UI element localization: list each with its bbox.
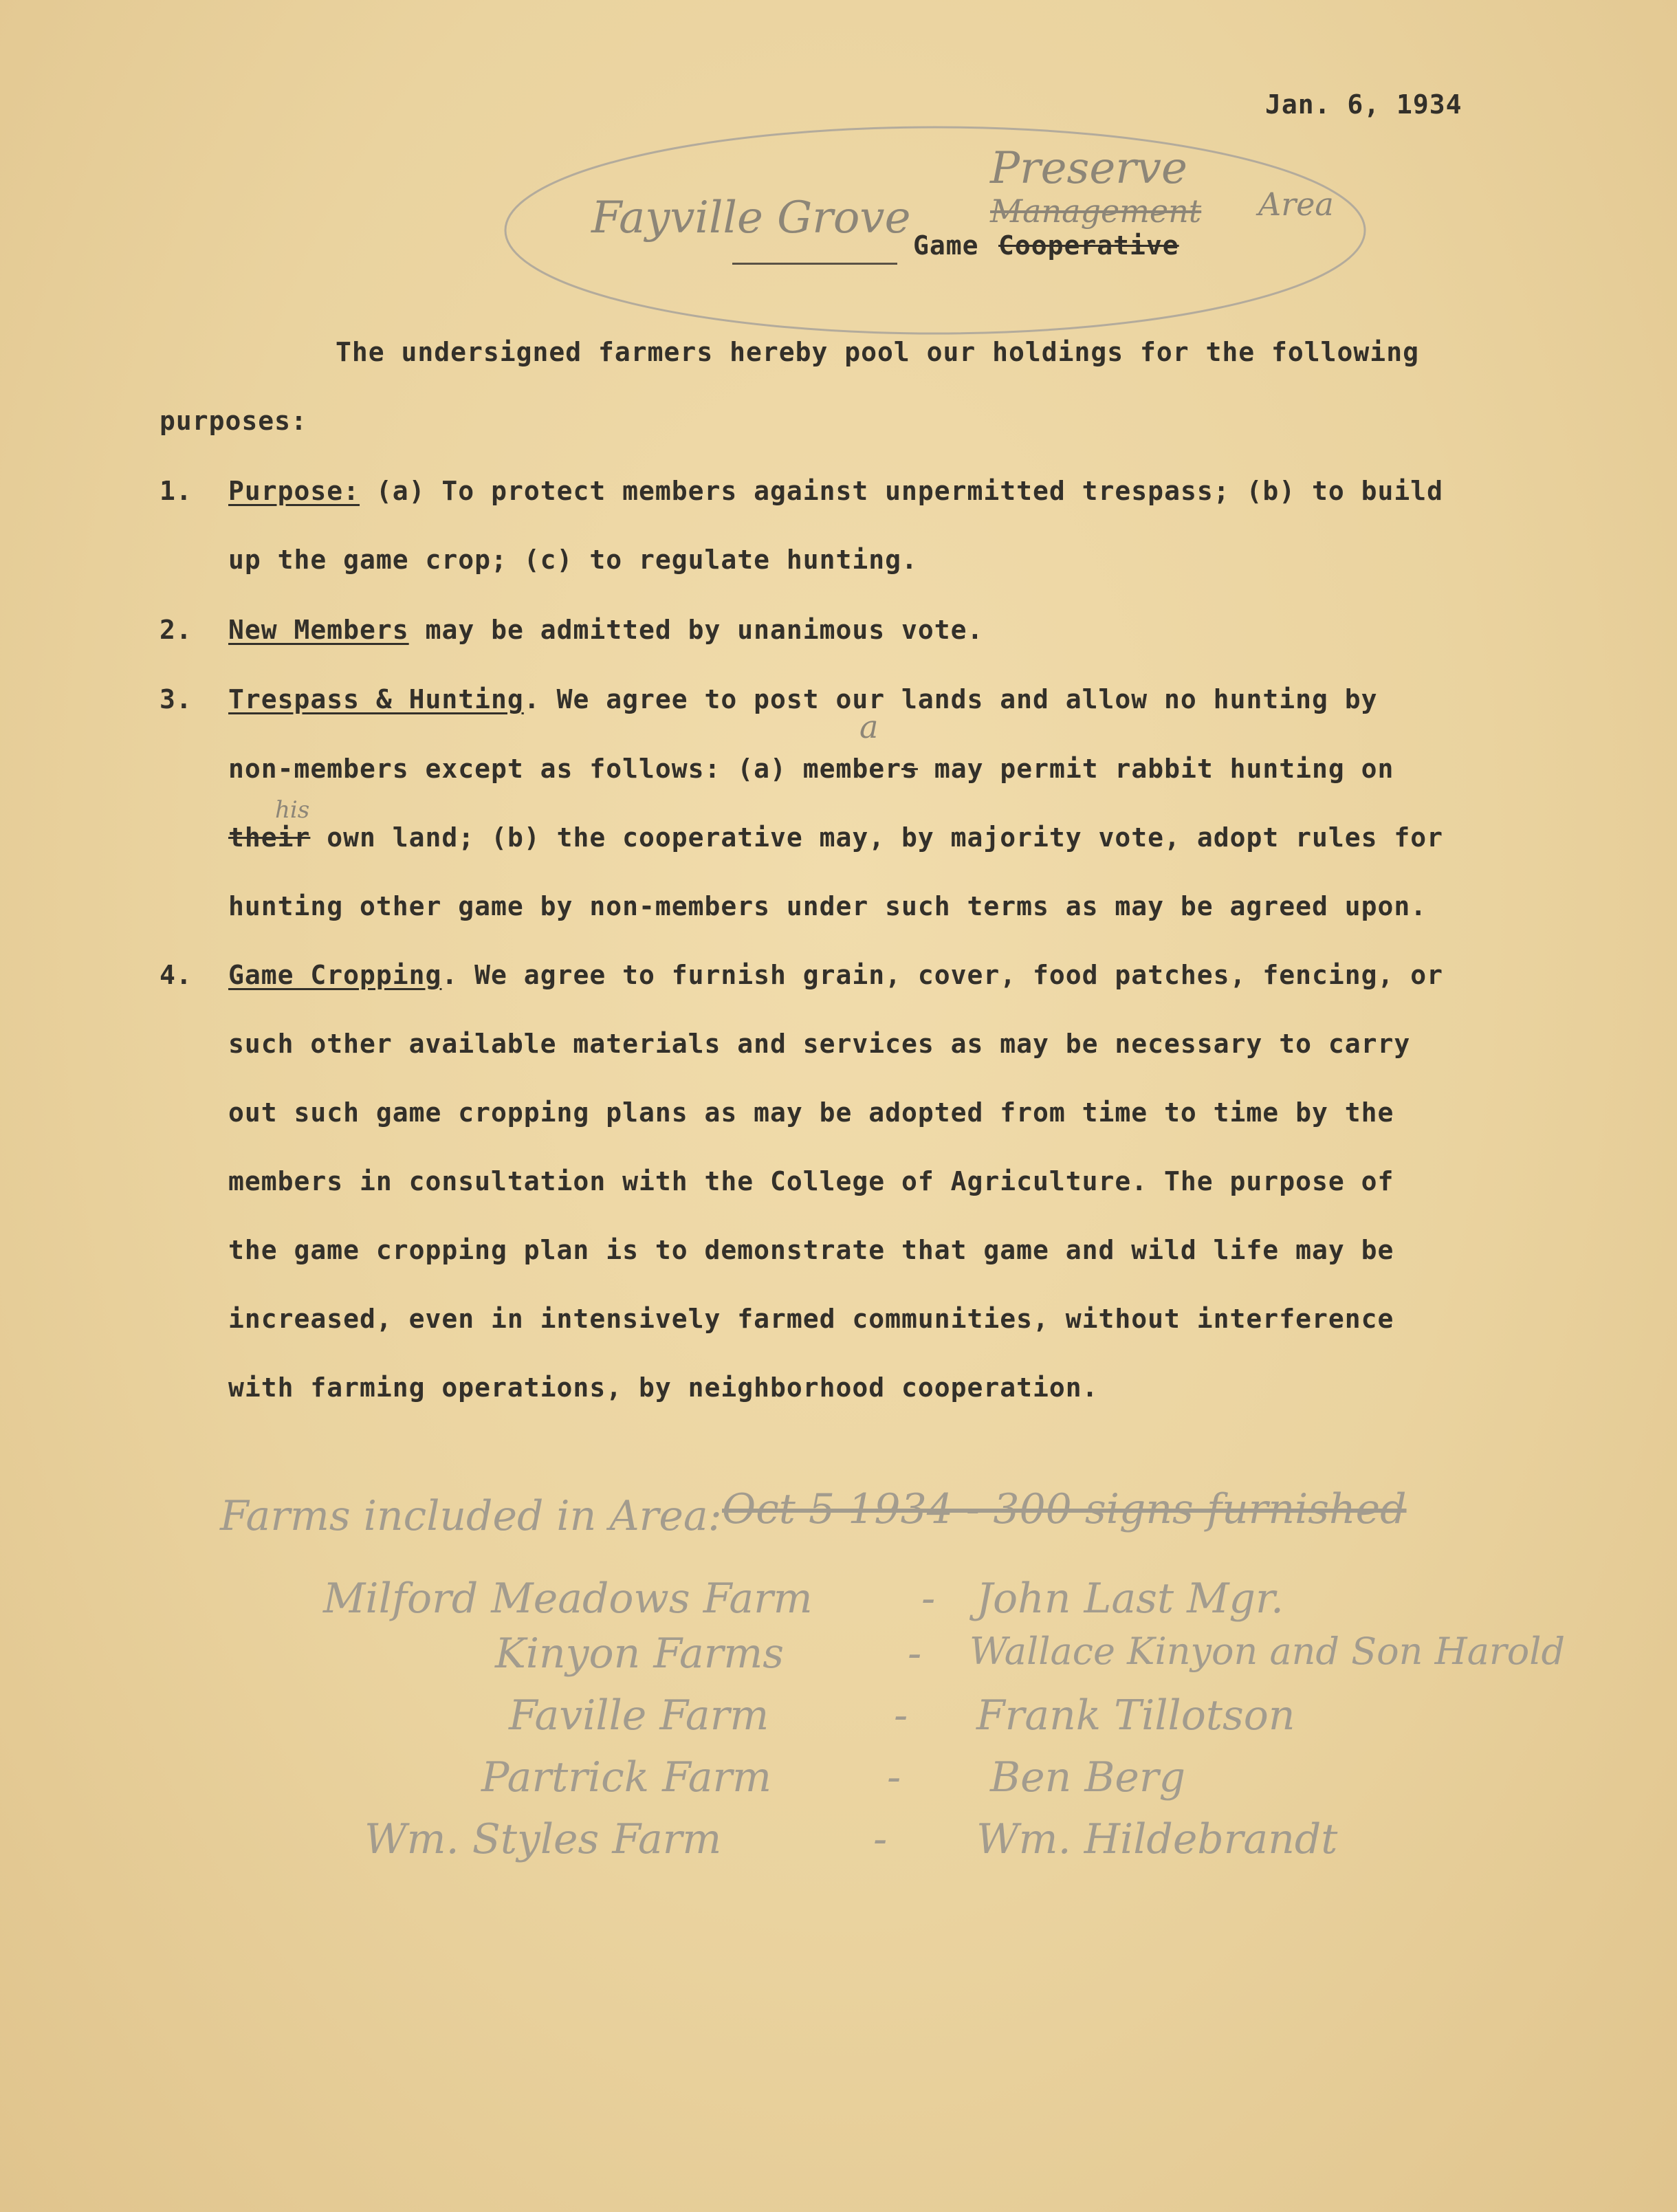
item-3-line-1 [228, 684, 1377, 714]
notes-header: Farms included in Area: [220, 1492, 722, 1540]
item-3-line2a: non-members except as follows: (a) [228, 754, 787, 784]
item-3-line3a: own land [327, 822, 459, 853]
item-3-line-3 [228, 822, 1443, 853]
farm-owner: John Last Mgr. [976, 1575, 1284, 1623]
item-4-line-6: increased, even in intensively farmed communities, without interference [228, 1304, 1394, 1334]
item-2-heading: New Members [228, 615, 409, 645]
farm-owner: Frank Tillotson [976, 1691, 1295, 1740]
item-4-line-2: such other available materials and services as may be necessary to carry [228, 1029, 1411, 1059]
item-1-line-2: up the game crop; (c) to regulate hunting. [228, 545, 918, 575]
title-typed-cooperative: Cooperative [998, 230, 1179, 261]
farm-name: Kinyon Farms [495, 1630, 785, 1678]
item-4-line-7: with farming operations, by neighborhood cooperation. [228, 1372, 1099, 1403]
farm-row [0, 1575, 1677, 1630]
item-3-line2b: member [802, 754, 902, 784]
item-3-line2c: may permit rabbit hunting on [934, 754, 1394, 784]
farm-dash: - [921, 1575, 936, 1623]
item-4-line-3: out such game cropping plans as may be adopted from time to time by the [228, 1097, 1394, 1128]
farm-row [0, 1630, 1677, 1685]
item-1-number: 1. [160, 476, 193, 506]
item-3-heading: Trespass & Hunting [228, 684, 524, 714]
item-1-heading: Purpose: [228, 476, 360, 506]
notes-struck-note: Oct 5 1934 - 300 signs furnished [722, 1485, 1407, 1533]
item-4-line1-rest: . We agree to furnish grain, cover, food patches, fencing, or [441, 960, 1443, 990]
item-2-number: 2. [160, 615, 193, 645]
title-typed-game: Game [913, 230, 979, 261]
farm-row [0, 1691, 1677, 1746]
item-2-line1-rest: may be admitted by unanimous vote. [425, 615, 984, 645]
item-1-line1-rest: (a) To protect members against unpermitted trespass; (b) to build [375, 476, 1443, 506]
title-handwritten-preserve: Preserve [990, 143, 1187, 194]
date: Jan. 6, 1934 [1265, 89, 1462, 120]
item-4-number: 4. [160, 960, 193, 990]
farm-owner: Wm. Hildebrandt [976, 1815, 1338, 1863]
farm-dash: - [894, 1691, 908, 1740]
item-1-text [228, 476, 1443, 506]
farm-name: Milford Meadows Farm [323, 1575, 813, 1623]
title-struck-word: Management [990, 193, 1202, 230]
item-3-number: 3. [160, 684, 193, 714]
farm-dash: - [887, 1753, 901, 1802]
item-4-line-1 [228, 960, 1443, 990]
item-3-line1-rest: . We agree to post our lands and allow no hunting by [523, 684, 1378, 714]
farm-dash: - [873, 1815, 888, 1863]
farm-dash: - [908, 1630, 922, 1678]
item-4-line-4: members in consultation with the College of Agriculture. The purpose of [228, 1166, 1394, 1196]
farm-owner: Ben Berg [990, 1753, 1186, 1802]
title-underline [732, 263, 897, 265]
farm-row [0, 1815, 1677, 1870]
item-3-line-2 [228, 754, 1394, 784]
farm-owner: Wallace Kinyon and Son Harold [969, 1630, 1566, 1673]
item-4-heading: Game Cropping [228, 960, 442, 990]
title-handwritten-area: Area [1258, 186, 1334, 223]
item-3-insert-a: a [859, 708, 879, 745]
item-4-line-5: the game cropping plan is to demonstrate that game and wild life may be [228, 1235, 1394, 1265]
intro-line-1: The undersigned farmers hereby pool our holdings for the following [336, 337, 1419, 367]
item-2-text [228, 615, 983, 645]
title-handwritten-name: Fayville Grove [591, 193, 911, 243]
item-3-line3b: ; (b) the cooperative may, by majority vote, adopt rules for [458, 822, 1443, 853]
farm-name: Faville Farm [509, 1691, 769, 1740]
item-3-struck-s: s [901, 754, 918, 784]
farm-row [0, 1753, 1677, 1808]
item-3-insert-his: his [275, 796, 310, 824]
item-3-line-4: hunting other game by non-members under such terms as may be agreed upon. [228, 891, 1427, 921]
farm-name: Partrick Farm [481, 1753, 772, 1802]
intro-line-2: purposes: [160, 406, 307, 436]
farm-name: Wm. Styles Farm [364, 1815, 722, 1863]
item-3-line3-struck: their [228, 822, 311, 853]
